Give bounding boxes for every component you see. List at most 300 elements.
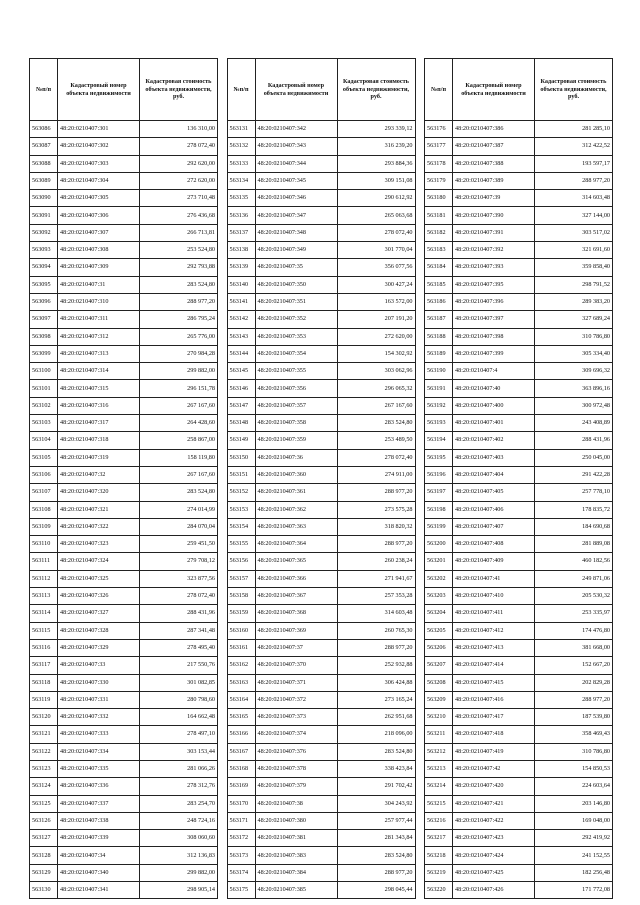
row-number: 563096 xyxy=(30,293,58,310)
cadastral-number: 48:20:0210407:340 xyxy=(58,864,140,881)
row-number: 563177 xyxy=(425,138,453,155)
row-number: 563155 xyxy=(227,536,255,553)
table-row xyxy=(425,864,613,881)
table-row xyxy=(425,311,613,328)
row-number: 563116 xyxy=(30,639,58,656)
cadastral-number: 48:20:0210407:338 xyxy=(58,812,140,829)
cadastral-value: 314 603,48 xyxy=(535,190,613,207)
table-row xyxy=(227,882,415,899)
table-row xyxy=(227,242,415,259)
cadastral-number: 48:20:0210407:378 xyxy=(255,760,337,777)
row-number: 563089 xyxy=(30,172,58,189)
cadastral-number: 48:20:0210407:342 xyxy=(255,121,337,138)
table-row xyxy=(30,276,218,293)
cadastral-number: 48:20:0210407:416 xyxy=(453,691,535,708)
cadastral-number: 48:20:0210407:332 xyxy=(58,709,140,726)
cadastral-number: 48:20:0210407:396 xyxy=(453,293,535,310)
cadastral-number: 48:20:0210407:373 xyxy=(255,709,337,726)
table-row xyxy=(30,259,218,276)
cadastral-number: 48:20:0210407:345 xyxy=(255,172,337,189)
cadastral-value: 314 603,48 xyxy=(337,605,415,622)
table-row xyxy=(425,276,613,293)
cadastral-table-3 xyxy=(424,58,613,899)
table-row xyxy=(30,363,218,380)
cadastral-number: 48:20:0210407:409 xyxy=(453,553,535,570)
table-row xyxy=(227,622,415,639)
row-number: 563216 xyxy=(425,812,453,829)
cadastral-value: 248 724,16 xyxy=(140,812,218,829)
cadastral-number: 48:20:0210407:400 xyxy=(453,397,535,414)
table-row xyxy=(227,484,415,501)
cadastral-value: 250 045,00 xyxy=(535,449,613,466)
cadastral-value: 281 343,84 xyxy=(337,830,415,847)
row-number: 563150 xyxy=(227,449,255,466)
cadastral-number: 48:20:0210407:361 xyxy=(255,484,337,501)
cadastral-value: 265 063,68 xyxy=(337,207,415,224)
table-row xyxy=(425,709,613,726)
table-row xyxy=(425,121,613,138)
cadastral-value: 262 951,68 xyxy=(337,709,415,726)
row-number: 563183 xyxy=(425,242,453,259)
row-number: 563128 xyxy=(30,847,58,864)
row-number: 563093 xyxy=(30,242,58,259)
header-row xyxy=(227,59,415,121)
cadastral-value: 293 339,12 xyxy=(337,121,415,138)
row-number: 563186 xyxy=(425,293,453,310)
cadastral-value: 267 167,60 xyxy=(140,397,218,414)
table-row xyxy=(227,363,415,380)
cadastral-value: 171 772,08 xyxy=(535,882,613,899)
cadastral-value: 306 424,88 xyxy=(337,674,415,691)
cadastral-number: 48:20:0210407:38 xyxy=(255,795,337,812)
cadastral-number: 48:20:0210407:387 xyxy=(453,138,535,155)
table-row xyxy=(30,501,218,518)
cadastral-number: 48:20:0210407:314 xyxy=(58,363,140,380)
cadastral-value: 184 690,68 xyxy=(535,518,613,535)
cadastral-number: 48:20:0210407:362 xyxy=(255,501,337,518)
row-number: 563213 xyxy=(425,760,453,777)
table-row xyxy=(227,415,415,432)
cadastral-value: 278 495,40 xyxy=(140,639,218,656)
row-number: 563134 xyxy=(227,172,255,189)
cadastral-number: 48:20:0210407:368 xyxy=(255,605,337,622)
row-number: 563185 xyxy=(425,276,453,293)
cadastral-value: 293 884,36 xyxy=(337,155,415,172)
table-row xyxy=(30,553,218,570)
cadastral-number: 48:20:0210407:325 xyxy=(58,570,140,587)
row-number: 563159 xyxy=(227,605,255,622)
cadastral-number: 48:20:0210407:302 xyxy=(58,138,140,155)
cadastral-number: 48:20:0210407:364 xyxy=(255,536,337,553)
row-number: 563199 xyxy=(425,518,453,535)
row-number: 563118 xyxy=(30,674,58,691)
row-number: 563130 xyxy=(30,882,58,899)
cadastral-value: 281 285,10 xyxy=(535,121,613,138)
row-number: 563153 xyxy=(227,501,255,518)
table-row xyxy=(425,259,613,276)
cadastral-value: 253 335,97 xyxy=(535,605,613,622)
table-row xyxy=(227,588,415,605)
table-row xyxy=(30,207,218,224)
table-row xyxy=(425,466,613,483)
table-row xyxy=(425,674,613,691)
table-row xyxy=(30,536,218,553)
cadastral-number: 48:20:0210407:336 xyxy=(58,778,140,795)
cadastral-number: 48:20:0210407:323 xyxy=(58,536,140,553)
row-number: 563189 xyxy=(425,345,453,362)
cadastral-number: 48:20:0210407:411 xyxy=(453,605,535,622)
row-number: 563171 xyxy=(227,812,255,829)
cadastral-number: 48:20:0210407:410 xyxy=(453,588,535,605)
cadastral-value: 241 152,55 xyxy=(535,847,613,864)
cadastral-number: 48:20:0210407:384 xyxy=(255,864,337,881)
row-number: 563117 xyxy=(30,657,58,674)
table-row xyxy=(227,397,415,414)
table-row xyxy=(425,345,613,362)
row-number: 563207 xyxy=(425,657,453,674)
row-number: 563169 xyxy=(227,778,255,795)
cadastral-number: 48:20:0210407:304 xyxy=(58,172,140,189)
header-row xyxy=(425,59,613,121)
cadastral-value: 291 702,42 xyxy=(337,778,415,795)
cadastral-value: 286 795,24 xyxy=(140,311,218,328)
row-number: 563136 xyxy=(227,207,255,224)
row-number: 563215 xyxy=(425,795,453,812)
row-number: 563195 xyxy=(425,449,453,466)
cadastral-value: 264 428,60 xyxy=(140,415,218,432)
row-number: 563167 xyxy=(227,743,255,760)
cadastral-value: 288 977,20 xyxy=(535,691,613,708)
cadastral-number: 48:20:0210407:328 xyxy=(58,622,140,639)
cadastral-value: 163 572,00 xyxy=(337,293,415,310)
cadastral-number: 48:20:0210407:403 xyxy=(453,449,535,466)
row-number: 563152 xyxy=(227,484,255,501)
cadastral-value: 288 977,20 xyxy=(337,864,415,881)
cadastral-value: 303 062,96 xyxy=(337,363,415,380)
row-number: 563140 xyxy=(227,276,255,293)
cadastral-value: 309 151,08 xyxy=(337,172,415,189)
row-number: 563097 xyxy=(30,311,58,328)
header-number: №п/п xyxy=(425,59,453,121)
table-row xyxy=(30,812,218,829)
cadastral-value: 174 476,80 xyxy=(535,622,613,639)
cadastral-number: 48:20:0210407:322 xyxy=(58,518,140,535)
row-number: 563179 xyxy=(425,172,453,189)
table-row xyxy=(30,709,218,726)
cadastral-value: 274 911,00 xyxy=(337,466,415,483)
table-row xyxy=(30,224,218,241)
table-row xyxy=(425,328,613,345)
cadastral-value: 288 431,96 xyxy=(535,432,613,449)
cadastral-value: 292 620,00 xyxy=(140,155,218,172)
cadastral-value: 283 254,70 xyxy=(140,795,218,812)
cadastral-number: 48:20:0210407:39 xyxy=(453,190,535,207)
cadastral-value: 290 612,92 xyxy=(337,190,415,207)
table-row xyxy=(227,709,415,726)
cadastral-number: 48:20:0210407:401 xyxy=(453,415,535,432)
row-number: 563192 xyxy=(425,397,453,414)
cadastral-number: 48:20:0210407:315 xyxy=(58,380,140,397)
cadastral-number: 48:20:0210407:379 xyxy=(255,778,337,795)
cadastral-value: 327 689,24 xyxy=(535,311,613,328)
row-number: 563111 xyxy=(30,553,58,570)
cadastral-number: 48:20:0210407:349 xyxy=(255,242,337,259)
table-row xyxy=(227,518,415,535)
table-row xyxy=(227,760,415,777)
row-number: 563173 xyxy=(227,847,255,864)
table-row xyxy=(30,778,218,795)
cadastral-value: 283 524,80 xyxy=(140,484,218,501)
cadastral-value: 278 072,40 xyxy=(140,588,218,605)
row-number: 563149 xyxy=(227,432,255,449)
row-number: 563208 xyxy=(425,674,453,691)
cadastral-number: 48:20:0210407:359 xyxy=(255,432,337,449)
cadastral-number: 48:20:0210407:316 xyxy=(58,397,140,414)
cadastral-number: 48:20:0210407:415 xyxy=(453,674,535,691)
cadastral-number: 48:20:0210407:347 xyxy=(255,207,337,224)
document-tables xyxy=(29,58,613,899)
header-cadastral-value: Кадастровая стоимость объекта недвижимости, руб. xyxy=(337,59,415,121)
row-number: 563151 xyxy=(227,466,255,483)
table-row xyxy=(227,501,415,518)
row-number: 563200 xyxy=(425,536,453,553)
table-row xyxy=(30,328,218,345)
row-number: 563122 xyxy=(30,743,58,760)
cadastral-value: 318 820,32 xyxy=(337,518,415,535)
table-row xyxy=(425,536,613,553)
cadastral-number: 48:20:0210407:365 xyxy=(255,553,337,570)
cadastral-value: 321 691,60 xyxy=(535,242,613,259)
table-row xyxy=(425,293,613,310)
table-row xyxy=(425,397,613,414)
table-row xyxy=(30,760,218,777)
row-number: 563115 xyxy=(30,622,58,639)
cadastral-number: 48:20:0210407:417 xyxy=(453,709,535,726)
table-row xyxy=(425,691,613,708)
table-row xyxy=(30,380,218,397)
row-number: 563162 xyxy=(227,657,255,674)
row-number: 563211 xyxy=(425,726,453,743)
row-number: 563129 xyxy=(30,864,58,881)
cadastral-number: 48:20:0210407:413 xyxy=(453,639,535,656)
cadastral-number: 48:20:0210407:407 xyxy=(453,518,535,535)
cadastral-value: 281 066,26 xyxy=(140,760,218,777)
cadastral-value: 291 422,28 xyxy=(535,466,613,483)
cadastral-number: 48:20:0210407:354 xyxy=(255,345,337,362)
table-row xyxy=(227,778,415,795)
table-row xyxy=(30,570,218,587)
cadastral-value: 243 408,89 xyxy=(535,415,613,432)
cadastral-number: 48:20:0210407:40 xyxy=(453,380,535,397)
cadastral-number: 48:20:0210407:321 xyxy=(58,501,140,518)
row-number: 563220 xyxy=(425,882,453,899)
cadastral-number: 48:20:0210407:42 xyxy=(453,760,535,777)
table-row xyxy=(425,518,613,535)
table-row xyxy=(227,847,415,864)
cadastral-number: 48:20:0210407:404 xyxy=(453,466,535,483)
table-row xyxy=(30,345,218,362)
cadastral-value: 203 146,80 xyxy=(535,795,613,812)
cadastral-number: 48:20:0210407:421 xyxy=(453,795,535,812)
cadastral-value: 253 489,50 xyxy=(337,432,415,449)
cadastral-number: 48:20:0210407:310 xyxy=(58,293,140,310)
row-number: 563212 xyxy=(425,743,453,760)
table-row xyxy=(227,726,415,743)
cadastral-value: 288 977,20 xyxy=(140,293,218,310)
cadastral-value: 327 144,00 xyxy=(535,207,613,224)
cadastral-value: 298 791,52 xyxy=(535,276,613,293)
table-row xyxy=(425,415,613,432)
cadastral-number: 48:20:0210407:339 xyxy=(58,830,140,847)
row-number: 563184 xyxy=(425,259,453,276)
row-number: 563092 xyxy=(30,224,58,241)
table-row xyxy=(30,743,218,760)
cadastral-value: 303 517,02 xyxy=(535,224,613,241)
cadastral-number: 48:20:0210407:306 xyxy=(58,207,140,224)
table-row xyxy=(425,207,613,224)
table-row xyxy=(227,345,415,362)
cadastral-number: 48:20:0210407:317 xyxy=(58,415,140,432)
cadastral-number: 48:20:0210407:389 xyxy=(453,172,535,189)
cadastral-number: 48:20:0210407:366 xyxy=(255,570,337,587)
cadastral-value: 154 302,92 xyxy=(337,345,415,362)
table-row xyxy=(227,190,415,207)
header-row xyxy=(30,59,218,121)
cadastral-number: 48:20:0210407:360 xyxy=(255,466,337,483)
cadastral-number: 48:20:0210407:425 xyxy=(453,864,535,881)
cadastral-value: 270 984,28 xyxy=(140,345,218,362)
row-number: 563202 xyxy=(425,570,453,587)
row-number: 563100 xyxy=(30,363,58,380)
table-row xyxy=(227,293,415,310)
cadastral-number: 48:20:0210407:422 xyxy=(453,812,535,829)
cadastral-value: 288 977,20 xyxy=(535,172,613,189)
table-row xyxy=(227,830,415,847)
table-row xyxy=(227,155,415,172)
table-row xyxy=(425,882,613,899)
cadastral-value: 292 793,88 xyxy=(140,259,218,276)
row-number: 563124 xyxy=(30,778,58,795)
table-row xyxy=(227,311,415,328)
table-row xyxy=(30,138,218,155)
cadastral-value: 178 835,72 xyxy=(535,501,613,518)
row-number: 563219 xyxy=(425,864,453,881)
cadastral-value: 278 072,40 xyxy=(337,224,415,241)
cadastral-number: 48:20:0210407:313 xyxy=(58,345,140,362)
cadastral-value: 288 431,96 xyxy=(140,605,218,622)
cadastral-value: 298 905,14 xyxy=(140,882,218,899)
table-row xyxy=(227,224,415,241)
table-row xyxy=(30,155,218,172)
table-row xyxy=(30,847,218,864)
table-row xyxy=(425,449,613,466)
cadastral-value: 158 119,80 xyxy=(140,449,218,466)
table-row xyxy=(227,605,415,622)
table-row xyxy=(425,155,613,172)
cadastral-value: 154 850,53 xyxy=(535,760,613,777)
table-row xyxy=(425,380,613,397)
table-row xyxy=(425,847,613,864)
header-cadastral-number: Кадастровый номер объекта недвижимости xyxy=(58,59,140,121)
cadastral-value: 266 713,81 xyxy=(140,224,218,241)
cadastral-value: 278 312,76 xyxy=(140,778,218,795)
cadastral-value: 281 889,08 xyxy=(535,536,613,553)
row-number: 563138 xyxy=(227,242,255,259)
cadastral-number: 48:20:0210407:408 xyxy=(453,536,535,553)
row-number: 563205 xyxy=(425,622,453,639)
cadastral-value: 272 620,00 xyxy=(140,172,218,189)
table-row xyxy=(425,172,613,189)
cadastral-value: 136 310,00 xyxy=(140,121,218,138)
table-row xyxy=(425,778,613,795)
cadastral-value: 257 977,44 xyxy=(337,812,415,829)
cadastral-value: 283 524,80 xyxy=(337,847,415,864)
cadastral-value: 300 427,24 xyxy=(337,276,415,293)
cadastral-number: 48:20:0210407:388 xyxy=(453,155,535,172)
row-number: 563191 xyxy=(425,380,453,397)
row-number: 563172 xyxy=(227,830,255,847)
cadastral-number: 48:20:0210407:329 xyxy=(58,639,140,656)
row-number: 563158 xyxy=(227,588,255,605)
row-number: 563217 xyxy=(425,830,453,847)
cadastral-number: 48:20:0210407:334 xyxy=(58,743,140,760)
cadastral-table-1 xyxy=(29,58,218,899)
cadastral-number: 48:20:0210407:392 xyxy=(453,242,535,259)
cadastral-number: 48:20:0210407:318 xyxy=(58,432,140,449)
table-row xyxy=(227,207,415,224)
cadastral-value: 359 858,40 xyxy=(535,259,613,276)
table-row xyxy=(227,674,415,691)
cadastral-number: 48:20:0210407:4 xyxy=(453,363,535,380)
header-cadastral-number: Кадастровый номер объекта недвижимости xyxy=(255,59,337,121)
cadastral-value: 164 662,48 xyxy=(140,709,218,726)
cadastral-value: 257 353,28 xyxy=(337,588,415,605)
cadastral-value: 193 597,17 xyxy=(535,155,613,172)
row-number: 563196 xyxy=(425,466,453,483)
row-number: 563197 xyxy=(425,484,453,501)
table-row xyxy=(425,639,613,656)
row-number: 563107 xyxy=(30,484,58,501)
row-number: 563104 xyxy=(30,432,58,449)
cadastral-number: 48:20:0210407:326 xyxy=(58,588,140,605)
cadastral-value: 356 077,56 xyxy=(337,259,415,276)
table-row xyxy=(30,691,218,708)
row-number: 563198 xyxy=(425,501,453,518)
row-number: 563203 xyxy=(425,588,453,605)
cadastral-value: 274 014,99 xyxy=(140,501,218,518)
row-number: 563166 xyxy=(227,726,255,743)
row-number: 563126 xyxy=(30,812,58,829)
header-cadastral-value: Кадастровая стоимость объекта недвижимости, руб. xyxy=(140,59,218,121)
table-row xyxy=(227,466,415,483)
cadastral-number: 48:20:0210407:308 xyxy=(58,242,140,259)
table-row xyxy=(227,432,415,449)
row-number: 563156 xyxy=(227,553,255,570)
row-number: 563174 xyxy=(227,864,255,881)
cadastral-value: 271 941,67 xyxy=(337,570,415,587)
row-number: 563131 xyxy=(227,121,255,138)
table-row xyxy=(30,657,218,674)
cadastral-number: 48:20:0210407:31 xyxy=(58,276,140,293)
table-row xyxy=(227,639,415,656)
cadastral-value: 276 436,68 xyxy=(140,207,218,224)
table-row xyxy=(425,570,613,587)
row-number: 563132 xyxy=(227,138,255,155)
cadastral-value: 217 550,76 xyxy=(140,657,218,674)
cadastral-value: 316 239,20 xyxy=(337,138,415,155)
cadastral-value: 289 383,20 xyxy=(535,293,613,310)
cadastral-number: 48:20:0210407:358 xyxy=(255,415,337,432)
